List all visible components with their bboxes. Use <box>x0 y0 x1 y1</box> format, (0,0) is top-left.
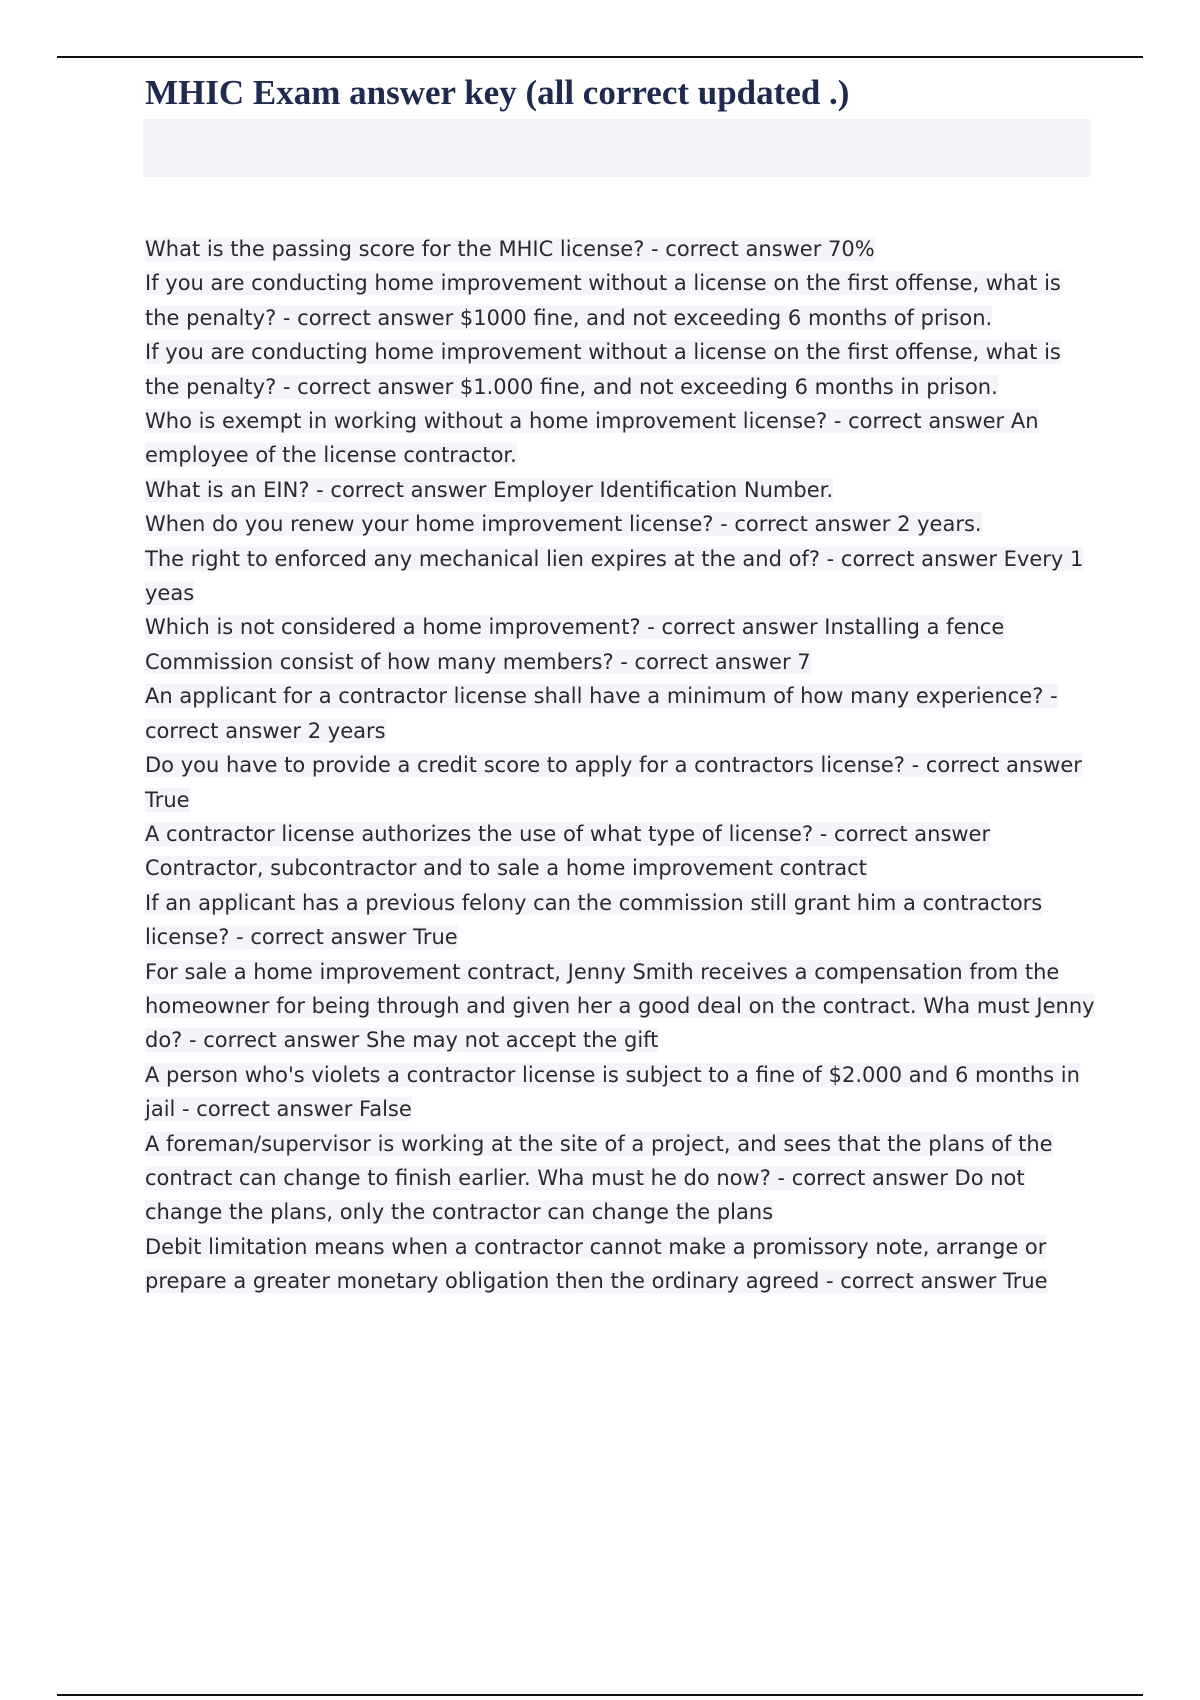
question-text: A foreman/supervisor is working at the site of a project, and sees that the plans of the contract can change to finish earlier. Wha must he do now? <box>145 1131 1053 1190</box>
qa-item <box>145 507 1095 541</box>
question-text: If you are conducting home improvement without a license on the first offense, what is the penalty? <box>145 340 1061 399</box>
title-band <box>143 119 1091 177</box>
answer-text: True <box>145 787 190 812</box>
question-text: When do you renew your home improvement license? <box>145 512 714 537</box>
answer-text: Do not change the plans, only the contractor can change the plans <box>145 1165 1025 1225</box>
answer-text: Every 1 yeas <box>145 546 1084 606</box>
question-text: Debit limitation means when a contractor cannot make a promissory note, arrange or prepare a greater monetary obligation then the ordinary agreed <box>145 1234 1047 1294</box>
qa-item <box>145 1058 1095 1127</box>
answer-separator: - correct answer <box>640 615 825 640</box>
answer-text: Employer Identification Number. <box>493 477 834 502</box>
document-title: MHIC Exam answer key (all correct updated .) <box>145 73 850 112</box>
qa-item <box>145 404 1095 473</box>
question-text: If an applicant has a previous felony can the commission still grant him a contractors license? <box>145 890 1043 950</box>
answer-text: 70% <box>828 237 875 261</box>
qa-list <box>145 232 1095 1299</box>
question-text: The right to enforced any mechanical lien expires at the and of? <box>145 546 820 571</box>
answer-separator: - correct answer <box>175 1097 360 1122</box>
qa-item <box>145 335 1095 404</box>
answer-text: Installing a fence <box>824 615 1005 640</box>
question-text: Do you have to provide a credit score to apply for a contractors license? <box>145 753 905 778</box>
answer-text: True <box>1003 1269 1048 1294</box>
qa-item <box>145 473 1095 507</box>
answer-separator: - correct answer <box>644 237 829 261</box>
qa-item <box>145 266 1095 335</box>
qa-item <box>145 1127 1095 1230</box>
question-text: A contractor license authorizes the use of what type of license? <box>145 821 814 846</box>
question-text: An applicant for a contractor license shall have a minimum of how many experience? <box>145 684 1044 709</box>
question-text: A person who's violets a contractor license is subject to a fine of $2.000 and 6 months in jail <box>145 1062 1080 1122</box>
answer-separator: - correct answer <box>713 512 898 537</box>
answer-text: Contractor, subcontractor and to sale a home improvement contract <box>145 856 867 881</box>
qa-item <box>145 955 1095 1058</box>
qa-item <box>145 1230 1095 1299</box>
question-text: If you are conducting home improvement without a license on the first offense, what is the penalty? <box>145 271 1061 330</box>
answer-separator: - correct answer <box>276 374 460 399</box>
qa-item <box>145 232 1095 266</box>
question-text: Who is exempt in working without a home improvement license? <box>145 409 828 434</box>
answer-separator: - correct answer <box>813 821 991 846</box>
answer-text: She may not accept the gift <box>366 1028 659 1053</box>
answer-separator: - correct answer <box>904 753 1082 778</box>
answer-text: An employee of the license contractor. <box>145 409 1039 468</box>
qa-item <box>145 817 1095 886</box>
qa-item <box>145 542 1095 611</box>
answer-separator: - correct answer <box>276 305 460 330</box>
answer-separator: - correct answer <box>229 925 414 950</box>
answer-separator: - correct answer <box>182 1028 366 1053</box>
answer-separator: - correct answer <box>819 1269 1003 1294</box>
qa-item <box>145 886 1095 955</box>
qa-item <box>145 748 1095 817</box>
answer-separator: - correct answer <box>613 649 798 674</box>
qa-item <box>145 610 1095 644</box>
answer-text: $1000 fine, and not exceeding 6 months of prison. <box>459 305 993 330</box>
answer-separator: - correct answer <box>309 477 494 502</box>
top-rule <box>57 56 1143 58</box>
answer-text: 2 years <box>307 718 386 743</box>
answer-separator: - correct answer <box>827 409 1011 434</box>
answer-text: $1.000 fine, and not exceeding 6 months in prison. <box>459 374 998 399</box>
answer-separator: - correct answer <box>145 684 1058 743</box>
answer-text: True <box>413 925 458 950</box>
bottom-rule <box>57 1694 1143 1696</box>
qa-item <box>145 679 1095 748</box>
answer-text: 7 <box>797 649 811 674</box>
answer-text: False <box>359 1097 412 1122</box>
question-text: For sale a home improvement contract, Jenny Smith receives a compensation from the homeowner for being through and given her a good deal on the contract. Wha must Jenny do? <box>145 959 1095 1053</box>
question-text: Commission consist of how many members? <box>145 649 614 674</box>
question-text: What is the passing score for the MHIC license? <box>145 237 645 261</box>
question-text: What is an EIN? <box>145 477 310 502</box>
qa-item <box>145 645 1095 679</box>
answer-text: 2 years. <box>897 512 982 537</box>
answer-separator: - correct answer <box>770 1165 955 1190</box>
answer-separator: - correct answer <box>819 546 1004 571</box>
question-text: Which is not considered a home improvement? <box>145 615 641 640</box>
